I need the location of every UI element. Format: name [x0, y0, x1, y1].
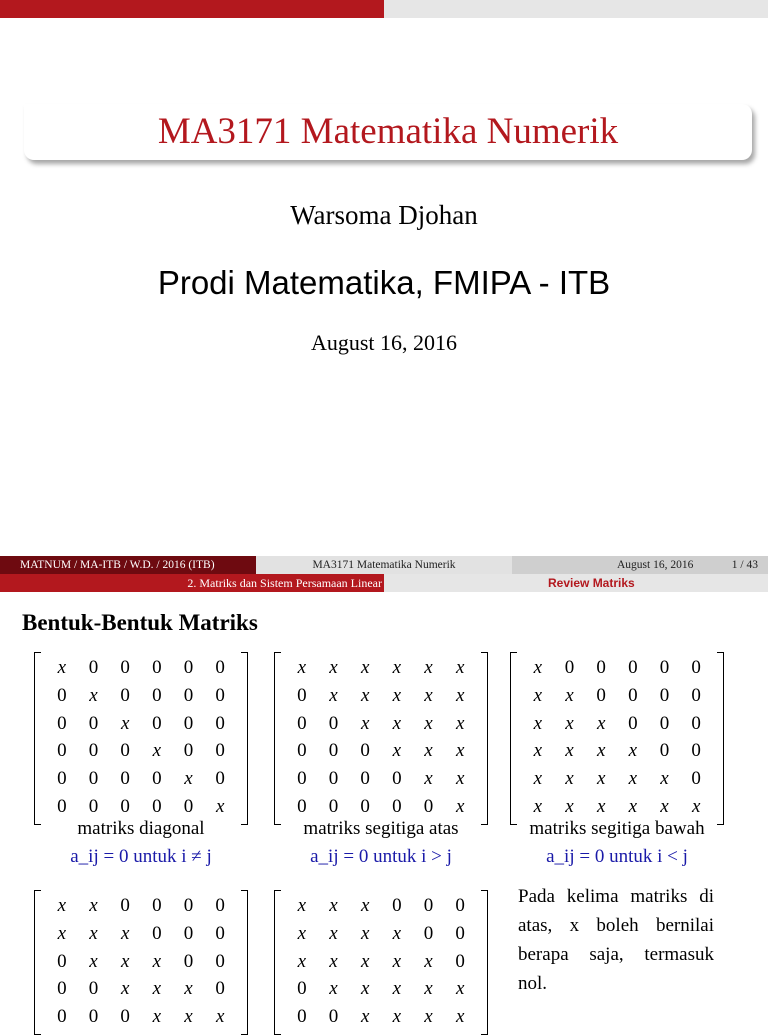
- frame-title: Bentuk-Bentuk Matriks: [22, 610, 258, 635]
- matrix-entry: x: [533, 795, 543, 817]
- matrix-entry: x: [565, 684, 574, 706]
- matrix-entry: 0: [297, 768, 307, 790]
- matrix-entry: x: [297, 895, 307, 916]
- matrix-entry: 0: [392, 768, 402, 790]
- matrix-entry: x: [89, 922, 98, 944]
- matrix-entry: 0: [423, 795, 434, 817]
- matrix-entry: x: [424, 1006, 433, 1028]
- left-bracket: [274, 890, 281, 1035]
- matrix-entry: 0: [564, 657, 575, 678]
- matrix-entry: x: [533, 740, 543, 762]
- matrix-entries: [46, 892, 236, 1031]
- matrix-5: [274, 890, 488, 1035]
- matrix-entry: 0: [328, 712, 339, 734]
- matrix-entry: 0: [120, 895, 130, 916]
- matrix-entry: x: [360, 684, 370, 706]
- matrix-entry: 0: [423, 922, 434, 944]
- matrix-entry: x: [392, 684, 402, 706]
- matrix-entry: x: [392, 922, 402, 944]
- matrix-entry: x: [152, 978, 162, 1000]
- section-header-bar: [0, 574, 768, 592]
- matrix-entry: 0: [328, 1006, 339, 1028]
- matrix-entry: 0: [88, 712, 99, 734]
- matrix-entry: 0: [691, 768, 701, 790]
- left-bracket: [274, 652, 281, 825]
- matrix-entry: 0: [392, 795, 402, 817]
- section-name: 2. Matriks dan Sistem Persamaan Linear: [0, 574, 384, 592]
- matrix-entry: x: [660, 795, 669, 817]
- header-bar-left: [0, 0, 384, 18]
- matrix-entry: x: [392, 712, 402, 734]
- matrix-entry: 0: [628, 657, 638, 678]
- matrix-entry: 0: [360, 768, 370, 790]
- matrix-entry: 0: [628, 684, 638, 706]
- matrix-entry: 0: [57, 712, 67, 734]
- matrix-entry: 0: [215, 768, 225, 790]
- matrix-entry: x: [360, 950, 370, 972]
- matrix-condition: a_ij = 0 untuk i < j: [546, 846, 688, 867]
- matrix-entry: 0: [152, 768, 162, 790]
- top-header-bar: [0, 0, 768, 18]
- matrix-entry: x: [596, 795, 606, 817]
- matrix-entries: [46, 654, 236, 821]
- matrix-entry: x: [184, 768, 193, 790]
- matrix-entry: 0: [297, 1006, 307, 1028]
- matrix-entry: 0: [183, 712, 194, 734]
- matrix-entry: 0: [297, 740, 307, 762]
- matrix-entry: 0: [215, 712, 225, 734]
- matrix-entry: 0: [183, 684, 194, 706]
- matrix-entry: 0: [120, 768, 130, 790]
- left-bracket: [34, 652, 41, 825]
- matrix-entry: x: [297, 657, 307, 678]
- matrix-entry: 0: [360, 795, 370, 817]
- matrix-entry: x: [392, 740, 402, 762]
- matrix-entry: x: [455, 795, 465, 817]
- matrix-entry: x: [184, 978, 193, 1000]
- matrix-4: [34, 890, 248, 1035]
- matrix-entry: x: [329, 657, 338, 678]
- matrix-entry: x: [424, 684, 433, 706]
- matrix-entry: x: [596, 768, 606, 790]
- slide-title: MA3171 Matematika Numerik: [157, 111, 619, 152]
- matrix-entry: x: [120, 922, 130, 944]
- matrix-entry: x: [424, 978, 433, 1000]
- matrix-entry: x: [329, 684, 338, 706]
- subsection-name: Review Matriks: [548, 576, 635, 590]
- header-bar-right: [384, 0, 768, 18]
- matrix-entry: x: [565, 768, 574, 790]
- matrix-entry: 0: [215, 684, 225, 706]
- matrix-entry: 0: [152, 712, 162, 734]
- matrix-entry: x: [565, 795, 574, 817]
- matrix-entry: 0: [183, 740, 194, 762]
- matrix-entry: x: [57, 895, 67, 916]
- matrix-entry: 0: [88, 740, 99, 762]
- matrix-entry: x: [628, 740, 638, 762]
- matrix-entry: x: [424, 768, 433, 790]
- matrix-entry: 0: [328, 740, 339, 762]
- matrix-entry: 0: [183, 950, 194, 972]
- matrix-entry: x: [329, 922, 338, 944]
- matrix-entry: 0: [152, 684, 162, 706]
- matrix-entry: x: [392, 978, 402, 1000]
- footer-author: MATNUM / MA-ITB / W.D. / 2016 (ITB): [0, 556, 256, 574]
- matrix-entry: 0: [455, 922, 465, 944]
- matrix-entry: x: [360, 657, 370, 678]
- right-bracket: [717, 652, 724, 825]
- matrix-entry: x: [691, 795, 701, 817]
- matrix-entry: 0: [57, 768, 67, 790]
- subsection-bar: [384, 574, 768, 592]
- matrix-entry: 0: [120, 795, 130, 817]
- matrix-entry: 0: [423, 895, 434, 916]
- matrix-entry: 0: [215, 978, 225, 1000]
- footer-meta: [512, 556, 768, 574]
- matrix-entry: 0: [215, 895, 225, 916]
- matrix-entry: 0: [152, 922, 162, 944]
- matrix-entry: x: [392, 1006, 402, 1028]
- matrix-entry: 0: [659, 684, 670, 706]
- left-bracket: [510, 652, 517, 825]
- matrix-entry: x: [89, 895, 98, 916]
- matrix-entry: 0: [691, 657, 701, 678]
- matrix-entry: 0: [120, 684, 130, 706]
- matrix-entry: x: [120, 978, 130, 1000]
- matrix-entry: 0: [596, 657, 606, 678]
- matrix-entry: 0: [152, 657, 162, 678]
- matrix-entry: x: [215, 1006, 225, 1028]
- institution: Prodi Matematika, FMIPA - ITB: [157, 264, 611, 301]
- matrix-entry: 0: [57, 684, 67, 706]
- matrix-entry: x: [533, 768, 543, 790]
- matrix-entry: x: [660, 768, 669, 790]
- matrix-entry: 0: [57, 950, 67, 972]
- matrix-entry: 0: [691, 712, 701, 734]
- matrix-entry: 0: [328, 768, 339, 790]
- matrix-entry: 0: [691, 740, 701, 762]
- matrix-entry: 0: [628, 712, 638, 734]
- matrix-entry: x: [533, 684, 543, 706]
- matrix-entry: x: [628, 768, 638, 790]
- matrix-entry: x: [120, 950, 130, 972]
- matrix-entry: x: [533, 657, 543, 678]
- matrix-entry: x: [455, 740, 465, 762]
- matrix-entry: x: [57, 922, 67, 944]
- matrix-entry: 0: [455, 950, 465, 972]
- matrix-entry: x: [392, 657, 402, 678]
- matrix-entry: 0: [120, 1006, 130, 1028]
- matrix-entry: x: [360, 895, 370, 916]
- matrix-entry: 0: [57, 740, 67, 762]
- matrix-2: [274, 652, 488, 825]
- matrix-entry: 0: [57, 795, 67, 817]
- matrix-entry: x: [596, 712, 606, 734]
- matrix-entry: 0: [183, 795, 194, 817]
- title-box: [24, 104, 752, 160]
- matrix-entry: 0: [88, 1006, 99, 1028]
- matrix-caption: matriks diagonal: [77, 818, 205, 839]
- matrix-entry: x: [297, 922, 307, 944]
- matrix-entry: x: [424, 712, 433, 734]
- matrix-entry: 0: [392, 895, 402, 916]
- matrix-entry: 0: [120, 657, 130, 678]
- right-bracket: [241, 890, 248, 1035]
- matrix-entry: 0: [659, 740, 670, 762]
- matrix-entry: 0: [88, 657, 99, 678]
- matrix-caption: matriks segitiga atas: [303, 818, 459, 839]
- matrix-entry: 0: [328, 795, 339, 817]
- matrix-entry: 0: [88, 978, 99, 1000]
- matrix-entry: x: [455, 1006, 465, 1028]
- matrix-entry: 0: [297, 795, 307, 817]
- matrix-entry: x: [533, 712, 543, 734]
- matrix-entry: x: [360, 978, 370, 1000]
- matrix-entry: x: [329, 978, 338, 1000]
- matrix-entry: x: [329, 950, 338, 972]
- matrix-caption: matriks segitiga bawah: [529, 818, 705, 839]
- matrix-entry: 0: [215, 950, 225, 972]
- matrix-entry: x: [424, 657, 433, 678]
- matrix-entry: x: [392, 950, 402, 972]
- right-bracket: [481, 890, 488, 1035]
- matrix-entry: 0: [215, 740, 225, 762]
- matrix-entry: x: [565, 740, 574, 762]
- matrix-entry: x: [455, 684, 465, 706]
- matrix-entry: 0: [183, 657, 194, 678]
- matrix-entry: 0: [596, 684, 606, 706]
- matrix-entry: x: [89, 684, 98, 706]
- right-bracket: [481, 652, 488, 825]
- matrix-entry: x: [215, 795, 225, 817]
- matrix-entry: x: [152, 1006, 162, 1028]
- matrix-entry: x: [596, 740, 606, 762]
- matrix-entry: 0: [659, 657, 670, 678]
- matrix-entry: x: [455, 657, 465, 678]
- matrix-entry: x: [455, 978, 465, 1000]
- matrix-entry: x: [360, 1006, 370, 1028]
- matrix-entry: 0: [88, 768, 99, 790]
- matrix-entry: x: [628, 795, 638, 817]
- matrix-entry: x: [152, 740, 162, 762]
- matrix-entry: x: [360, 922, 370, 944]
- matrix-entry: 0: [297, 684, 307, 706]
- matrix-entry: 0: [183, 895, 194, 916]
- matrix-entry: x: [152, 950, 162, 972]
- matrix-entry: 0: [183, 922, 194, 944]
- matrix-entry: x: [360, 712, 370, 734]
- slide-footer: [0, 556, 768, 574]
- matrix-entries: [286, 892, 476, 1031]
- matrix-entry: 0: [215, 657, 225, 678]
- footer-title: MA3171 Matematika Numerik: [256, 556, 512, 574]
- matrix-entry: x: [297, 950, 307, 972]
- matrix-entries: [286, 654, 476, 821]
- right-bracket: [241, 652, 248, 825]
- matrix-condition: a_ij = 0 untuk i ≠ j: [70, 846, 212, 867]
- matrix-entry: x: [120, 712, 130, 734]
- matrix-entry: x: [57, 657, 67, 678]
- matrix-entry: x: [455, 712, 465, 734]
- footer-page-number: 1 / 43: [731, 559, 758, 571]
- matrix-entry: 0: [215, 922, 225, 944]
- matrix-entry: 0: [57, 1006, 67, 1028]
- matrix-entry: x: [424, 740, 433, 762]
- matrix-entry: x: [455, 768, 465, 790]
- matrix-entry: x: [184, 1006, 193, 1028]
- matrix-entries: [522, 654, 712, 821]
- matrix-entry: x: [424, 950, 433, 972]
- matrix-entry: x: [89, 950, 98, 972]
- author-name: Warsoma Djohan: [290, 200, 478, 230]
- matrix-entry: 0: [57, 978, 67, 1000]
- matrix-1: [34, 652, 248, 825]
- matrix-entry: 0: [360, 740, 370, 762]
- matrix-entry: 0: [120, 740, 130, 762]
- matrix-entry: 0: [88, 795, 99, 817]
- footer-date: August 16, 2016: [617, 559, 694, 571]
- note-text: Pada kelima matriks di atas, x boleh bernilai berapa saja, termasuk nol.: [518, 886, 714, 994]
- left-bracket: [34, 890, 41, 1035]
- matrix-entry: 0: [691, 684, 701, 706]
- matrix-entry: 0: [152, 895, 162, 916]
- matrix-entry: x: [329, 895, 338, 916]
- matrix-condition: a_ij = 0 untuk i > j: [310, 846, 452, 867]
- presentation-date: August 16, 2016: [310, 330, 458, 355]
- matrix-entry: 0: [659, 712, 670, 734]
- matrix-3: [510, 652, 724, 825]
- matrix-entry: 0: [455, 895, 465, 916]
- matrix-entry: 0: [297, 712, 307, 734]
- matrix-entry: 0: [297, 978, 307, 1000]
- matrix-entry: x: [565, 712, 574, 734]
- matrix-entry: 0: [152, 795, 162, 817]
